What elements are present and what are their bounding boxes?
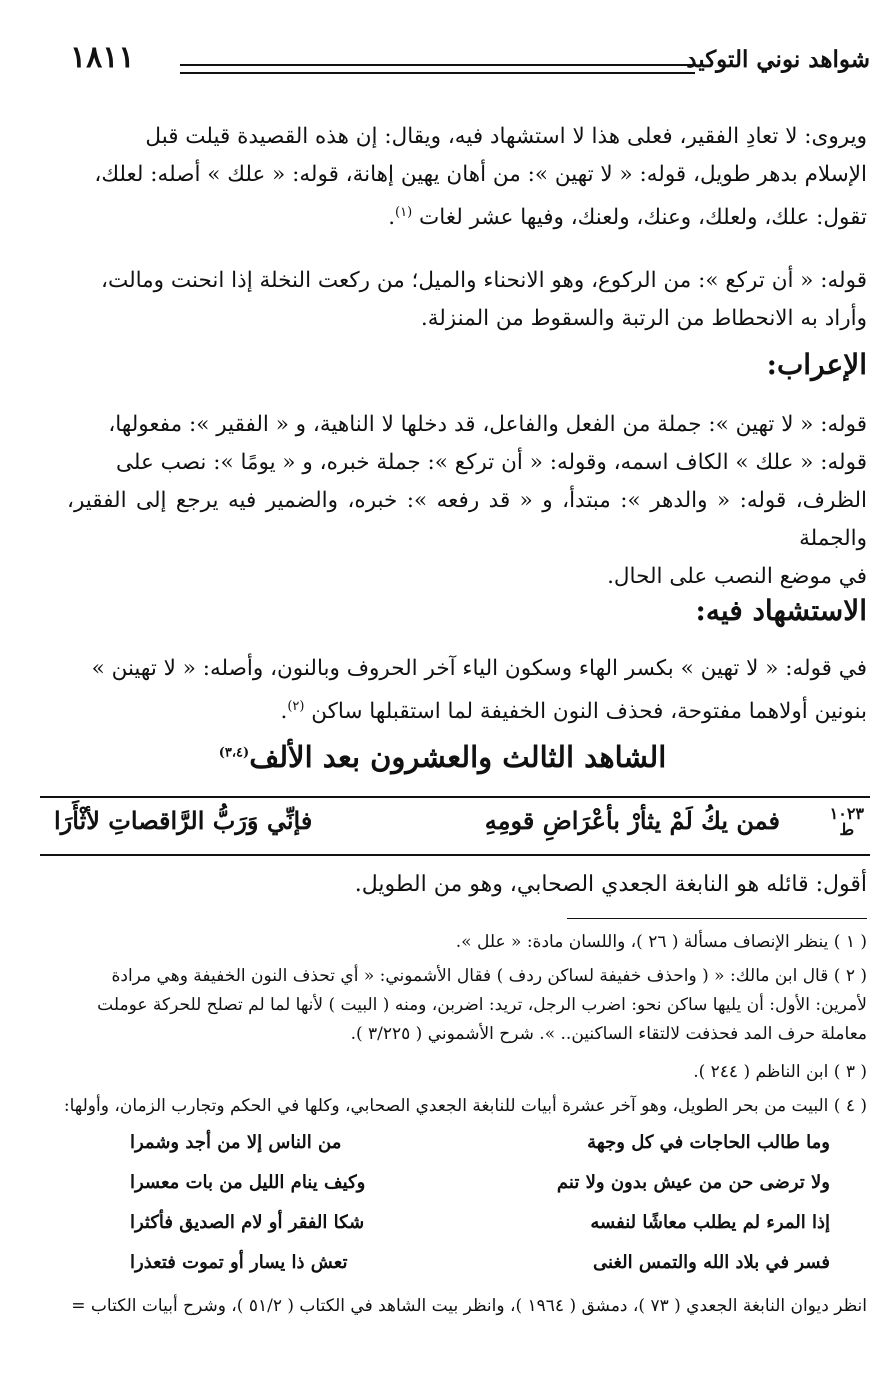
page-number: ١٨١١ (70, 40, 135, 75)
paragraph-line: وأراد به الانحطاط من الرتبة والسقوط من المنزلة. (420, 306, 867, 331)
paragraph-line: الظرف، قوله: « والدهر »: مبتدأ، و « قد رفعه »: خبره، والضمير فيه يرجع إلى الفقير، والجملة (67, 488, 867, 551)
section-title (0, 740, 885, 774)
footnote-3: ( ٣ ) ابن الناظم ( ٢٤٤ ). (693, 1062, 867, 1082)
poem-hemistich-left: من الناس إلا من أجد وشمرا (130, 1132, 342, 1153)
paragraph-line: قوله: « أن تركع »: من الركوع، وهو الانحناء والميل؛ من ركعت النخلة إذا انحنت ومالت، (101, 268, 867, 293)
poem-hemistich-left: شكا الفقر أو لام الصديق فأكثرا (130, 1212, 365, 1233)
paragraph-line: قوله: « علك » الكاف اسمه، وقوله: « أن تركع »: جملة خبره، و « يومًا »: نصب على (115, 450, 867, 475)
poem-hemistich-right: وما طالب الحاجات في كل وجهة (587, 1132, 830, 1153)
paragraph-line: الإسلام بدهر طويل، قوله: « لا تهين »: من أهان يهين إهانة، قوله: « علك » أصله: لعلك، (94, 162, 867, 187)
verse-meter-mark: ط (839, 820, 855, 839)
paragraph-text: تقول: علك، ولعلك، وعنك، ولعنك، وفيها عشر لغات (419, 205, 867, 231)
poem-row (50, 1132, 830, 1168)
poem-hemistich-right: فسر في بلاد الله والتمس الغنى (593, 1252, 830, 1273)
poem-hemistich-left: وكيف ينام الليل من بات معسرا (130, 1172, 366, 1193)
paragraph-line: في قوله: « لا تهين » بكسر الهاء وسكون الياء آخر الحروف وبالنون، وأصله: « لا تهينن » (91, 656, 867, 681)
paragraph-line: بنونين أولاهما مفتوحة، فحذف النون الخفيفة لما استقبلها ساكن $^{(٢)}$. (280, 699, 867, 725)
heading-irab: الإعراب: (766, 348, 867, 381)
verse-hemistich-first: فمن يكُ لَمْ يثأرْ بأعْرَاضِ قومِهِ (484, 806, 780, 835)
footnote-line: ( ٢ ) قال ابن مالك: « ( واحذف خفيفة لساكن ردف ) فقال الأشموني: « أي تحذف النون الخفيفة وهي مرادة (111, 966, 867, 986)
poem-row (50, 1172, 830, 1208)
footnote-ref[interactable]: (١) (395, 205, 413, 220)
poem-hemistich-left: تعش ذا يسار أو تموت فتعذرا (130, 1252, 348, 1273)
footnote-1: ( ١ ) ينظر الإنصاف مسألة ( ٢٦ )، واللسان مادة: « علل ». (455, 932, 867, 952)
paragraph-line: في موضع النصب على الحال. (607, 564, 867, 589)
poem-hemistich-right: إذا المرء لم يطلب معاشًا لنفسه (590, 1212, 830, 1233)
footnote-ref[interactable]: (٢) (287, 699, 305, 714)
paragraph-line: ويروى: لا تعادِ الفقير، فعلى هذا لا استشهاد فيه، ويقال: إن هذه القصيدة قيلت قبل (145, 124, 867, 149)
paragraph-3 (67, 406, 867, 596)
poem-hemistich-right: ولا ترضى حن من عيش بدون ولا تنم (556, 1172, 830, 1193)
paragraph-text: بنونين أولاهما مفتوحة، فحذف النون الخفيفة لما استقبلها ساكن (311, 699, 867, 725)
header-double-rule (180, 64, 695, 74)
paragraph-line: قوله: « لا تهين »: جملة من الفعل والفاعل، قد دخلها لا الناهية، و « الفقير »: مفعولها، (108, 412, 867, 437)
section-title-text: الشاهد الثالث والعشرون بعد الألف (249, 740, 667, 774)
page-header (40, 40, 870, 90)
footnote-rule (567, 918, 867, 919)
commentary: أقول: قائله هو النابغة الجعدي الصحابي، وهو من الطويل. (354, 872, 867, 897)
footnote-2 (37, 962, 867, 1049)
running-title: شواهد نوني التوكيد (686, 46, 870, 73)
verse-box (40, 796, 870, 856)
verse-number (830, 806, 864, 838)
verse-hemistich-second: فإنِّي وَرَبُّ الرَّاقصاتِ لأثْأَرَا (54, 806, 313, 835)
paragraph-1 (67, 118, 867, 237)
paragraph-2 (67, 262, 867, 338)
heading-istishhad: الاستشهاد فيه: (695, 594, 867, 627)
footnote-4: ( ٤ ) البيت من بحر الطويل، وهو آخر عشرة أبيات للنابغة الجعدي الصحابي، وكلها في الحكم وتجارب الزمان، وأولها: (63, 1096, 867, 1116)
footnote-ref[interactable]: (٣،٤) (218, 745, 250, 761)
footnote-4-reference: انظر ديوان النابغة الجعدي ( ٧٣ )، دمشق ( ١٩٦٤ )، وانظر بيت الشاهد في الكتاب ( ٥١/٢ )، وشرح أبيات الكتاب = (71, 1296, 867, 1316)
poem-row (50, 1212, 830, 1248)
verse-number-value: ١٠٢٣ (829, 804, 864, 823)
paragraph-4 (67, 650, 867, 731)
footnote-line: لأمرين: الأول: أن يليها ساكن نحو: اضرب الرجل، تريد: اضربن، ومنه ( البيت ) لأنها لما لم تصلح للحركة عوملت (97, 995, 867, 1015)
poem-row (50, 1252, 830, 1288)
footnote-line: معاملة حرف المد فحذفت لالتقاء الساكنين.. ». شرح الأشموني ( ٣/٢٢٥ ). (350, 1024, 867, 1044)
paragraph-line: تقول: علك، ولعلك، وعنك، ولعنك، وفيها عشر لغات $^{(١)}$. (388, 205, 867, 231)
